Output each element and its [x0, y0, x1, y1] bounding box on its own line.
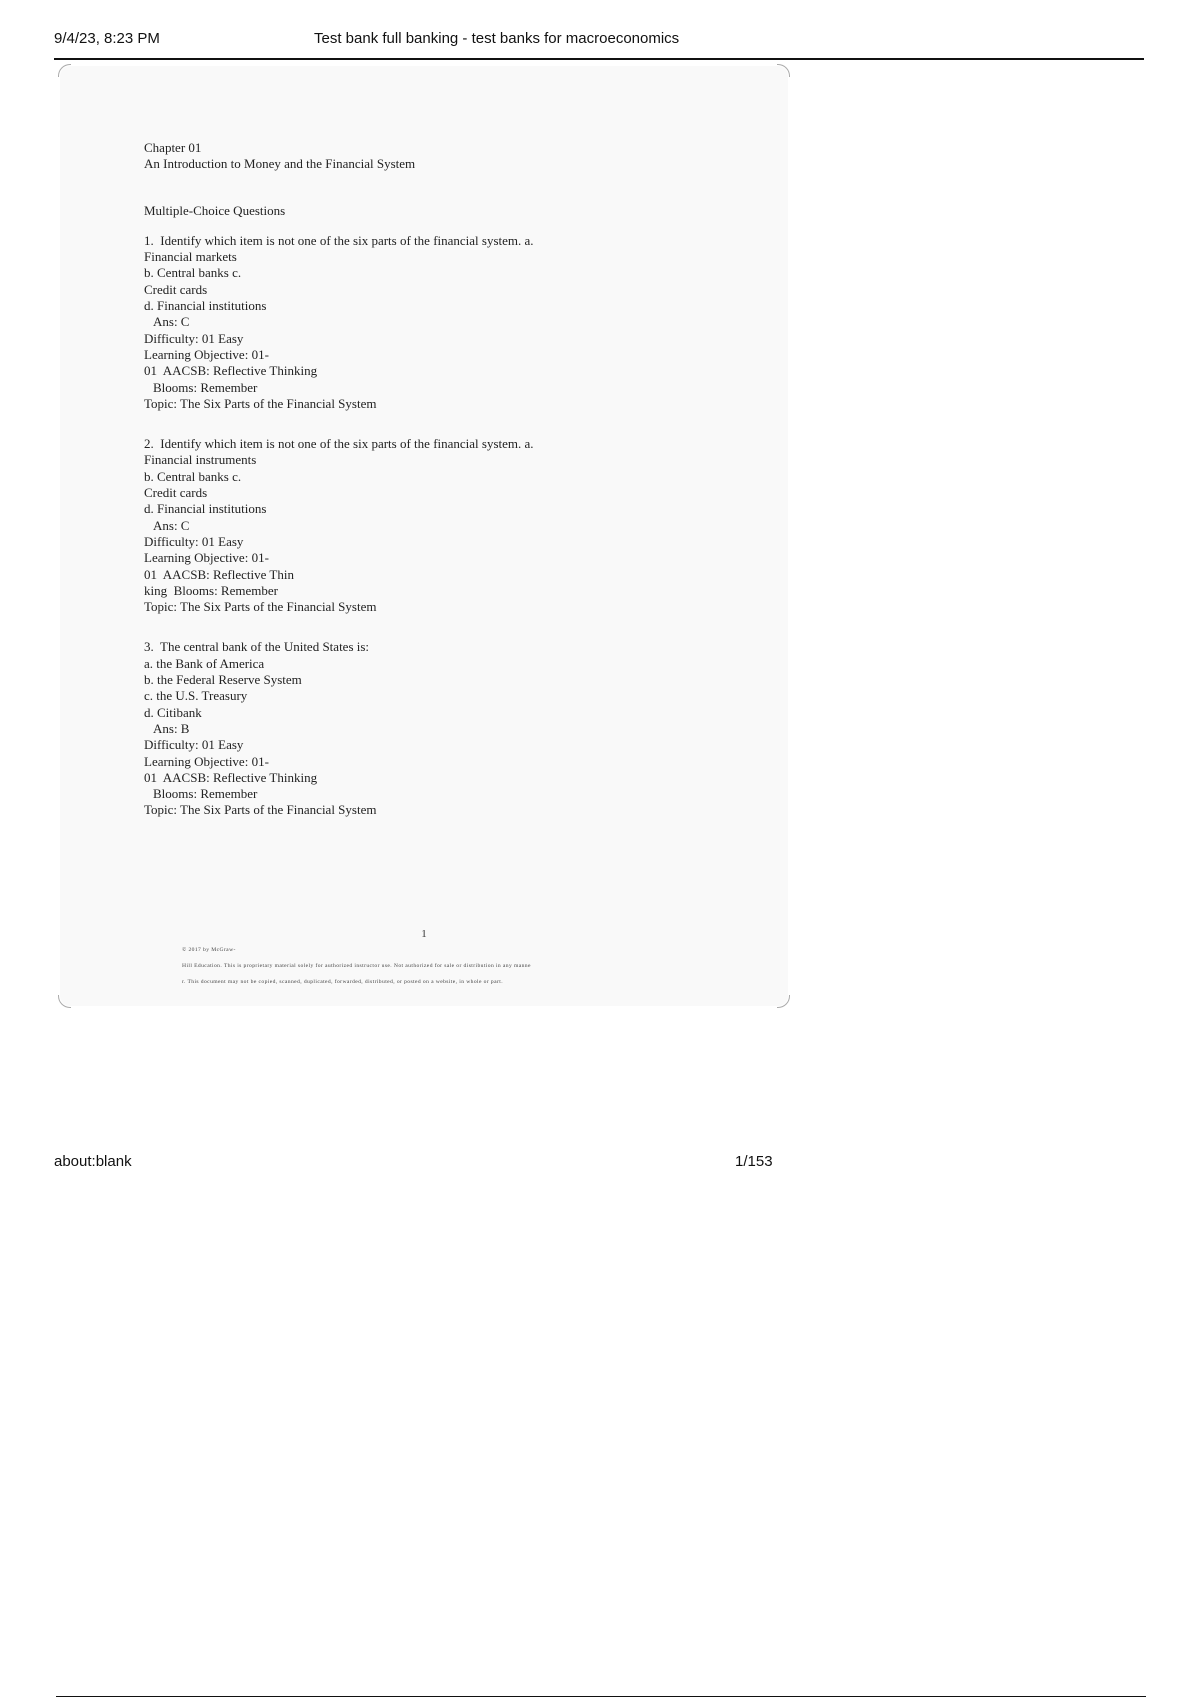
question-blooms: Blooms: Remember [153, 379, 258, 395]
print-date: 9/4/23, 8:23 PM [54, 30, 160, 47]
copyright-line: Hill Education. This is proprietary material solely for authorized instructor use. Not authorized for sale or distribution in any manne [182, 963, 531, 969]
question-blooms: Blooms: Remember [153, 786, 258, 802]
question-option: d. Financial institutions [144, 298, 267, 314]
question-2 [144, 436, 704, 615]
document-page-number: 1 [421, 928, 427, 940]
question-answer: Ans: B [153, 720, 190, 736]
chapter-title: An Introduction to Money and the Financial System [144, 156, 416, 172]
question-option: Credit cards [144, 485, 208, 501]
question-answer: Ans: C [153, 314, 190, 330]
print-header [54, 28, 1144, 60]
question-stem: 1. Identify which item is not one of the six parts of the financial system. a. [144, 232, 534, 248]
print-page-title: Test bank full banking - test banks for macroeconomics [314, 30, 680, 47]
question-option: Financial markets [144, 249, 237, 265]
question-3 [144, 639, 704, 818]
copyright-line: © 2017 by McGraw- [182, 947, 236, 953]
page-corner-top-left [58, 64, 71, 77]
question-learning-objective: Learning Objective: 01- [144, 550, 269, 566]
question-stem: 2. Identify which item is not one of the six parts of the financial system. a. [144, 436, 534, 452]
question-difficulty: Difficulty: 01 Easy [144, 533, 244, 549]
question-option: b. Central banks c. [144, 265, 242, 281]
document-body [144, 140, 704, 819]
question-topic: Topic: The Six Parts of the Financial System [144, 599, 377, 615]
copyright-notice [182, 942, 702, 990]
question-option: d. Financial institutions [144, 501, 267, 517]
question-option: d. Citibank [144, 704, 202, 720]
page-corner-bottom-right [777, 995, 790, 1008]
question-option: Financial instruments [144, 452, 257, 468]
question-topic: Topic: The Six Parts of the Financial System [144, 802, 377, 818]
question-stem: 3. The central bank of the United States is: [144, 639, 370, 655]
question-option: c. the U.S. Treasury [144, 688, 248, 704]
question-aacsb: 01 AACSB: Reflective Thin [144, 566, 294, 582]
print-footer-url: about:blank [54, 1153, 132, 1170]
question-aacsb: 01 AACSB: Reflective Thinking [144, 769, 318, 785]
copyright-line: r. This document may not be copied, scanned, duplicated, forwarded, distributed, or posted on a website, in whole or part. [182, 979, 504, 985]
question-option: Credit cards [144, 281, 208, 297]
question-option: b. the Federal Reserve System [144, 672, 302, 688]
page-corner-top-right [777, 64, 790, 77]
section-heading [144, 203, 704, 219]
question-learning-objective: Learning Objective: 01- [144, 753, 269, 769]
print-footer-page-count: 1/153 [735, 1153, 773, 1170]
page-corner-bottom-left [58, 995, 71, 1008]
question-option: b. Central banks c. [144, 468, 242, 484]
chapter-number: Chapter 01 [144, 140, 202, 155]
question-blooms: king Blooms: Remember [144, 582, 278, 598]
question-difficulty: Difficulty: 01 Easy [144, 737, 244, 753]
question-answer: Ans: C [153, 517, 190, 533]
question-option: a. the Bank of America [144, 655, 265, 671]
question-topic: Topic: The Six Parts of the Financial System [144, 395, 377, 411]
document-page [60, 66, 788, 1006]
question-1 [144, 233, 704, 412]
question-difficulty: Difficulty: 01 Easy [144, 330, 244, 346]
question-learning-objective: Learning Objective: 01- [144, 346, 269, 362]
question-aacsb: 01 AACSB: Reflective Thinking [144, 363, 318, 379]
section-heading-text: Multiple-Choice Questions [144, 202, 286, 218]
chapter-heading [144, 140, 704, 173]
next-page-header-rule [56, 1696, 1146, 1697]
